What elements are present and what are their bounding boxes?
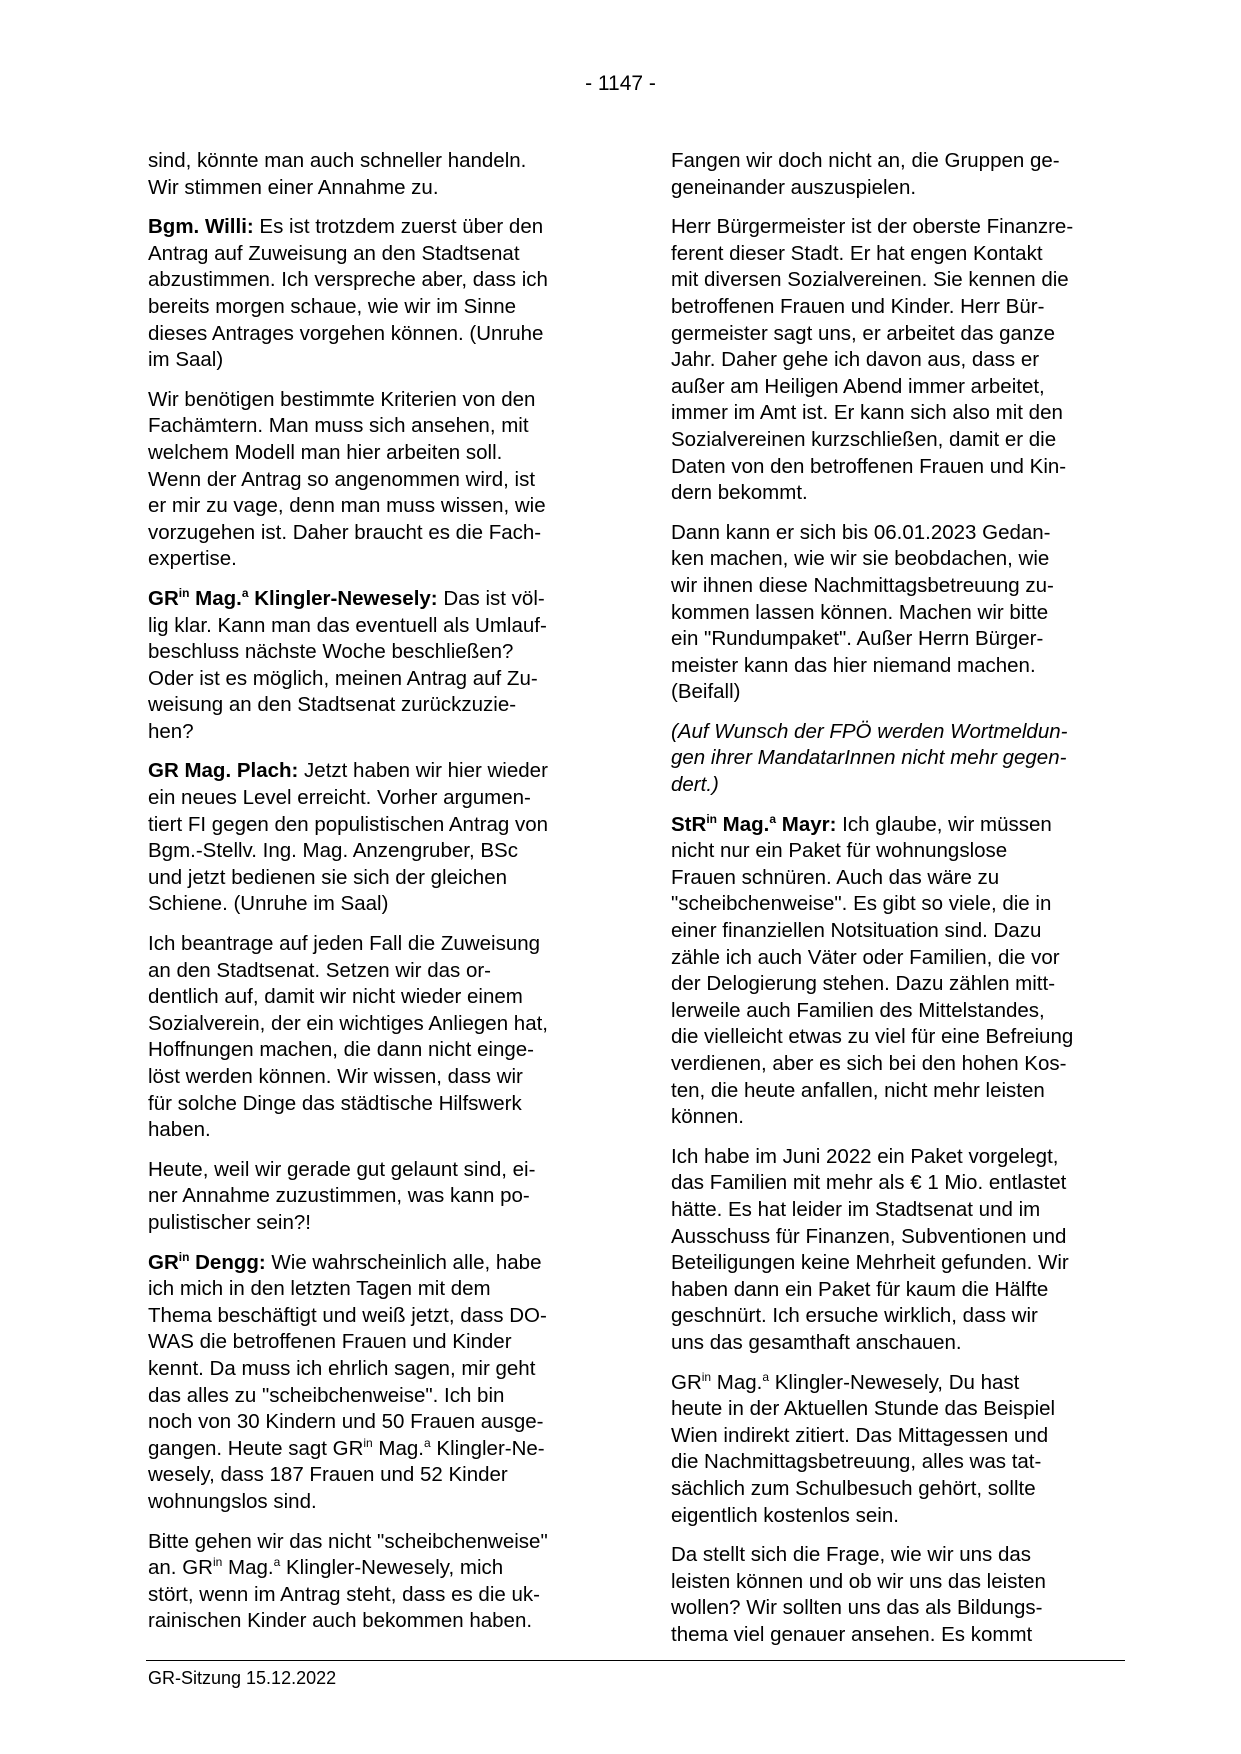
text-line: Sozialvereinen kurzschließen, damit er die [671,427,1057,451]
footer-text: GR-Sitzung 15.12.2022 [148,1668,337,1688]
text-line [148,758,596,785]
text-line: lig klar. Kann man das eventuell als Umlauf- [148,613,547,637]
superscript: a [424,1435,431,1450]
superscript: a [273,1555,281,1570]
text-line: dert.) [671,773,719,797]
text-line: Schiene. (Unruhe im Saal) [148,892,389,916]
text-line: ein neues Level erreicht. Vorher argumen- [148,786,531,810]
paragraph [148,1529,596,1635]
title-fragment: Mag. [189,586,242,610]
paragraph [148,586,596,746]
text-line: expertise. [148,547,237,571]
text-line: vorzugehen ist. Daher braucht es die Fach- [148,520,542,544]
text-line: Ausschuss für Finanzen, Subventionen und [671,1224,1067,1248]
text-line: ner Annahme zuzustimmen, was kann po- [148,1184,530,1208]
text-line: Fangen wir doch nicht an, die Gruppen ge- [671,149,1060,172]
text-line: sind, könnte man auch schneller handeln. [148,149,527,172]
speaker-name [148,587,438,610]
title-fragment: GR [148,1250,179,1274]
title-fragment: Mag. [716,812,770,836]
text-line: gen ihrer MandatarInnen nicht mehr gegen- [671,746,1067,770]
paragraph [148,1250,596,1516]
superscript: in [363,1435,373,1450]
text-line: ken machen, wie wir sie beobdachen, wie [671,547,1050,571]
text-line [148,1555,596,1582]
text-line: zähle ich auch Väter oder Familien, die vor [671,945,1060,969]
text-fragment: Wie wahrscheinlich alle, habe [265,1250,542,1274]
text-line: lerweile auch Familien des Mittelstandes, [671,998,1045,1022]
text-line: immer im Amt ist. Er kann sich also mit den [671,401,1063,425]
text-line: bereits morgen schaue, wie wir im Sinne [148,294,517,318]
text-line: und jetzt bedienen sie sich der gleichen [148,865,507,889]
name-fragment: Dengg: [189,1250,266,1274]
text-line: wollen? Wir sollten uns das als Bildungs- [671,1596,1043,1620]
text-fragment: Klingler-Ne- [430,1436,545,1460]
speaker-name: GR Mag. Plach: [148,759,299,783]
paragraph [148,148,596,201]
text-line: mit diversen Sozialvereinen. Sie kennen die [671,268,1069,292]
text-line: verdienen, aber es sich bei den hohen Kos- [671,1052,1067,1075]
text-line: beschluss nächste Woche beschließen? [148,640,514,664]
text-line: wir ihnen diese Nachmittagsbetreuung zu- [671,573,1054,597]
paragraph [671,214,1119,507]
superscript: in [178,1249,190,1264]
text-line: (Auf Wunsch der FPÖ werden Wortmeldun- [671,719,1068,743]
paragraph [148,931,596,1144]
text-line: Ich beantrage auf jeden Fall die Zuweisung [148,932,541,956]
text-line: nicht nur ein Paket für wohnungslose [671,839,1008,863]
paragraph [671,1370,1119,1530]
text-line: Dann kann er sich bis 06.01.2023 Gedan- [671,520,1051,544]
paragraph [671,148,1119,201]
text-fragment: Jetzt haben wir hier wieder [298,759,548,783]
text-line: für solche Dinge das städtische Hilfswerk [148,1091,522,1115]
text-line: Bgm.-Stellv. Ing. Mag. Anzengruber, BSc [148,839,518,863]
text-fragment: Mag. [222,1556,274,1580]
paragraph [148,1157,596,1237]
text-line: Oder ist es möglich, meinen Antrag auf Zu- [148,666,538,690]
text-line: noch von 30 Kindern und 50 Frauen ausge- [148,1410,544,1434]
superscript: in [178,585,190,600]
paragraph [671,520,1119,706]
text-line: Herr Bürgermeister ist der oberste Finanzre- [671,215,1074,239]
text-line: Daten von den betroffenen Frauen und Kin- [671,454,1067,478]
text-line: dern bekommt. [671,481,808,505]
text-line: abzustimmen. Ich verspreche aber, dass ich [148,268,548,292]
text-fragment: Klingler-Newesely, mich [280,1556,504,1580]
text-fragment: Das ist völ- [437,586,545,610]
text-line: löst werden können. Wir wissen, dass wir [148,1065,523,1088]
text-line [148,1250,596,1277]
text-line: heute in der Aktuellen Stunde das Beispiel [671,1397,1056,1421]
text-line: Thema beschäftigt und weiß jetzt, dass DO- [148,1303,547,1327]
paragraph [148,387,596,573]
text-line: Jahr. Daher gehe ich davon aus, dass er [671,348,1040,372]
footer-divider [146,1660,1125,1661]
text-line: betroffenen Frauen und Kinder. Herr Bür- [671,294,1045,318]
text-line: pulistischer sein?! [148,1210,311,1234]
text-fragment: Mag. [711,1370,763,1394]
text-line: welchem Modell man hier arbeiten soll. [148,440,503,464]
text-line: ferent dieser Stadt. Er hat engen Kontakt [671,241,1043,265]
text-line: Antrag auf Zuweisung an den Stadtsenat [148,241,520,265]
text-line: ich mich in den letzten Tagen mit dem [148,1277,491,1301]
text-line: im Saal) [148,348,224,372]
text-line: Frauen schnüren. Auch das wäre zu [671,865,1000,889]
text-line: thema viel genauer ansehen. Es kommt [671,1622,1033,1646]
text-fragment: gangen. Heute sagt GR [148,1436,364,1460]
text-line: "scheibchenweise". Es gibt so viele, die in [671,892,1052,916]
text-line: er mir zu vage, denn man muss wissen, wie [148,494,546,518]
text-line: ten, die heute anfallen, nicht mehr leisten [671,1078,1045,1102]
text-line: Hoffnungen machen, die dann nicht einge- [148,1038,534,1062]
text-line: tiert FI gegen den populistischen Antrag von [148,812,549,836]
title-fragment: StR [671,812,707,836]
text-line: Heute, weil wir gerade gut gelaunt sind, ei- [148,1157,536,1181]
text-fragment: an. GR [148,1556,213,1580]
text-line: hen? [148,719,194,743]
text-line: geschnürt. Ich ersuche wirklich, dass wir [671,1304,1038,1328]
text-line: die vielleicht etwas zu viel für eine Befreiung [671,1025,1074,1049]
paragraph [671,1144,1119,1357]
page-number: - 1147 - [585,72,656,95]
speaker-name [671,813,836,836]
paragraph [148,214,596,374]
text-line: kommen lassen können. Machen wir bitte [671,600,1049,624]
text-line: an den Stadtsenat. Setzen wir das or- [148,958,492,982]
text-line: (Beifall) [671,680,741,704]
superscript: a [762,1369,770,1384]
superscript: a [241,585,249,600]
paragraph [148,758,596,918]
text-line: die Nachmittagsbetreuung, alles was tat- [671,1450,1042,1474]
text-line: Wien indirekt zitiert. Das Mittagessen und [671,1423,1049,1447]
text-line: haben. [148,1118,211,1142]
text-line: wesely, dass 187 Frauen und 52 Kinder [148,1463,508,1487]
name-fragment: Mayr: [776,812,837,836]
text-line [148,214,596,241]
text-line: germeister sagt uns, er arbeitet das ganze [671,321,1056,345]
title-fragment: GR [148,586,179,610]
superscript: in [212,1555,223,1570]
text-line: ein "Rundumpaket". Außer Herrn Bürger- [671,627,1044,651]
text-fragment: Ich glaube, wir müssen [836,812,1052,836]
text-line: meister kann das hier niemand machen. [671,653,1036,677]
text-line: WAS die betroffenen Frauen und Kinder [148,1330,512,1354]
text-line: außer am Heiligen Abend immer arbeitet, [671,374,1045,398]
text-line: dentlich auf, damit wir nicht wieder einem [148,985,523,1009]
text-line [148,586,596,613]
text-line: leisten können und ob wir uns das leisten [671,1569,1046,1593]
text-line: das alles zu "scheibchenweise". Ich bin [148,1383,505,1407]
text-line: Wenn der Antrag so angenommen wird, ist [148,467,536,491]
text-line: Sozialverein, der ein wichtiges Anliegen hat, [148,1011,548,1035]
text-fragment: GR [671,1370,702,1394]
left-column [148,148,596,1648]
text-line [671,1370,1119,1397]
text-line: weisung an den Stadtsenat zurückzuzie- [148,693,517,717]
superscript: in [701,1369,712,1384]
text-line: rainischen Kinder auch bekommen haben. [148,1609,533,1633]
text-line: Da stellt sich die Frage, wie wir uns das [671,1543,1032,1567]
text-line: Beteiligungen keine Mehrheit gefunden. Wir [671,1251,1069,1275]
text-line: einer finanziellen Notsituation sind. Dazu [671,919,1042,943]
name-fragment: Klingler-Newesely: [248,586,438,610]
text-line: können. [671,1105,744,1129]
text-line: Fachämtern. Man muss sich ansehen, mit [148,414,529,438]
right-column [671,148,1119,1661]
text-line: Bitte gehen wir das nicht "scheibchenweise" [148,1529,548,1553]
text-line: dieses Antrages vorgehen können. (Unruhe [148,321,544,345]
text-line: stört, wenn im Antrag steht, dass es die uk- [148,1582,540,1606]
superscript: a [769,811,777,826]
text-line: Ich habe im Juni 2022 ein Paket vorgelegt, [671,1144,1059,1168]
paragraph [671,812,1119,1131]
text-line: haben dann ein Paket für kaum die Hälfte [671,1277,1049,1301]
text-line: eigentlich kostenlos sein. [671,1503,899,1527]
text-line: Wir benötigen bestimmte Kriterien von den [148,387,536,411]
editorial-note [671,719,1119,799]
text-fragment: Klingler-Newesely, Du hast [769,1370,1020,1394]
text-line: Wir stimmen einer Annahme zu. [148,175,439,199]
text-line: hätte. Es hat leider im Stadtsenat und im [671,1197,1041,1221]
text-line: kennt. Da muss ich ehrlich sagen, mir geht [148,1356,536,1380]
text-line: das Familien mit mehr als € 1 Mio. entlastet [671,1171,1067,1195]
text-line: sächlich zum Schulbesuch gehört, sollte [671,1476,1036,1500]
paragraph [671,1542,1119,1648]
text-line: geneinander auszuspielen. [671,175,917,199]
speaker-name [148,1251,266,1274]
text-line [148,1436,596,1463]
text-fragment: Es ist trotzdem zuerst über den [253,215,544,239]
speaker-name: Bgm. Willi: [148,215,254,239]
text-line [671,812,1119,839]
text-line: uns das gesamthaft anschauen. [671,1330,962,1354]
text-line: wohnungslos sind. [148,1489,317,1513]
superscript: in [706,811,717,826]
text-line: der Delogierung stehen. Dazu zählen mitt- [671,972,1056,996]
text-fragment: Mag. [372,1436,425,1460]
